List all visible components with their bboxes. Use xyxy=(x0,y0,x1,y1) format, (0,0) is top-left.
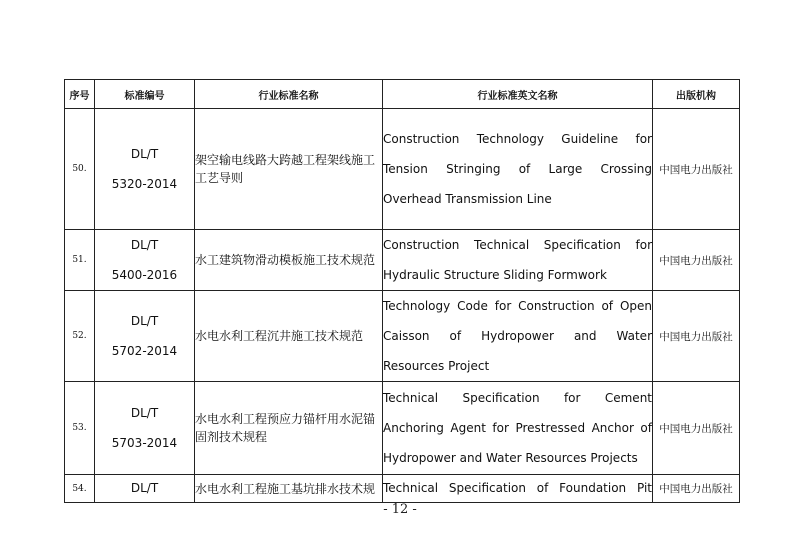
row-code xyxy=(95,230,195,291)
header-en-name: 行业标准英文名称 xyxy=(383,80,653,109)
row-cn-name: 架空输电线路大跨越工程架线施工工艺导则 xyxy=(195,109,383,230)
row-code xyxy=(95,109,195,230)
row-en-name: Technical Specification of Foundation Pit xyxy=(383,475,653,503)
table-header-row xyxy=(65,80,740,109)
row-seq: 51. xyxy=(65,230,95,291)
header-seq: 序号 xyxy=(65,80,95,109)
standards-table xyxy=(64,79,740,503)
row-code xyxy=(95,382,195,475)
row-cn-name: 水电水利工程施工基坑排水技术规 xyxy=(195,475,383,503)
row-en-name: Construction Technology Guideline for Tension Stringing of Large Crossing Overhead Transmission Line xyxy=(383,109,653,230)
row-en-name: Construction Technical Specification for Hydraulic Structure Sliding Formwork xyxy=(383,230,653,291)
row-seq: 50. xyxy=(65,109,95,230)
table-row xyxy=(65,109,740,230)
code-prefix: DL/T xyxy=(130,406,159,420)
code-prefix: DL/T xyxy=(130,147,159,161)
row-cn-name: 水工建筑物滑动模板施工技术规范 xyxy=(195,230,383,291)
code-number: 5703-2014 xyxy=(111,436,178,450)
header-cn-name: 行业标准名称 xyxy=(195,80,383,109)
row-cn-name: 水电水利工程预应力锚杆用水泥锚固剂技术规程 xyxy=(195,382,383,475)
row-publisher: 中国电力出版社 xyxy=(653,382,740,475)
row-publisher: 中国电力出版社 xyxy=(653,230,740,291)
row-publisher: 中国电力出版社 xyxy=(653,109,740,230)
row-en-name: Technology Code for Construction of Open Caisson of Hydropower and Water Resources Project xyxy=(383,291,653,382)
row-seq: 54. xyxy=(65,475,95,503)
header-code: 标准编号 xyxy=(95,80,195,109)
row-cn-name: 水电水利工程沉井施工技术规范 xyxy=(195,291,383,382)
row-seq: 52. xyxy=(65,291,95,382)
row-code xyxy=(95,291,195,382)
code-prefix: DL/T xyxy=(130,481,159,495)
page-number: - 12 - xyxy=(383,502,417,517)
table-row xyxy=(65,230,740,291)
table-row xyxy=(65,291,740,382)
row-en-name: Technical Specification for Cement Anchoring Agent for Prestressed Anchor of Hydropower and Water Resources Projects xyxy=(383,382,653,475)
header-publisher: 出版机构 xyxy=(653,80,740,109)
code-prefix: DL/T xyxy=(130,238,159,252)
table-row xyxy=(65,475,740,503)
row-code xyxy=(95,475,195,503)
row-publisher: 中国电力出版社 xyxy=(653,475,740,503)
code-number: 5320-2014 xyxy=(111,177,178,191)
table-row xyxy=(65,382,740,475)
row-seq: 53. xyxy=(65,382,95,475)
code-prefix: DL/T xyxy=(130,314,159,328)
code-number: 5400-2016 xyxy=(111,268,178,282)
code-number: 5702-2014 xyxy=(111,344,178,358)
row-publisher: 中国电力出版社 xyxy=(653,291,740,382)
